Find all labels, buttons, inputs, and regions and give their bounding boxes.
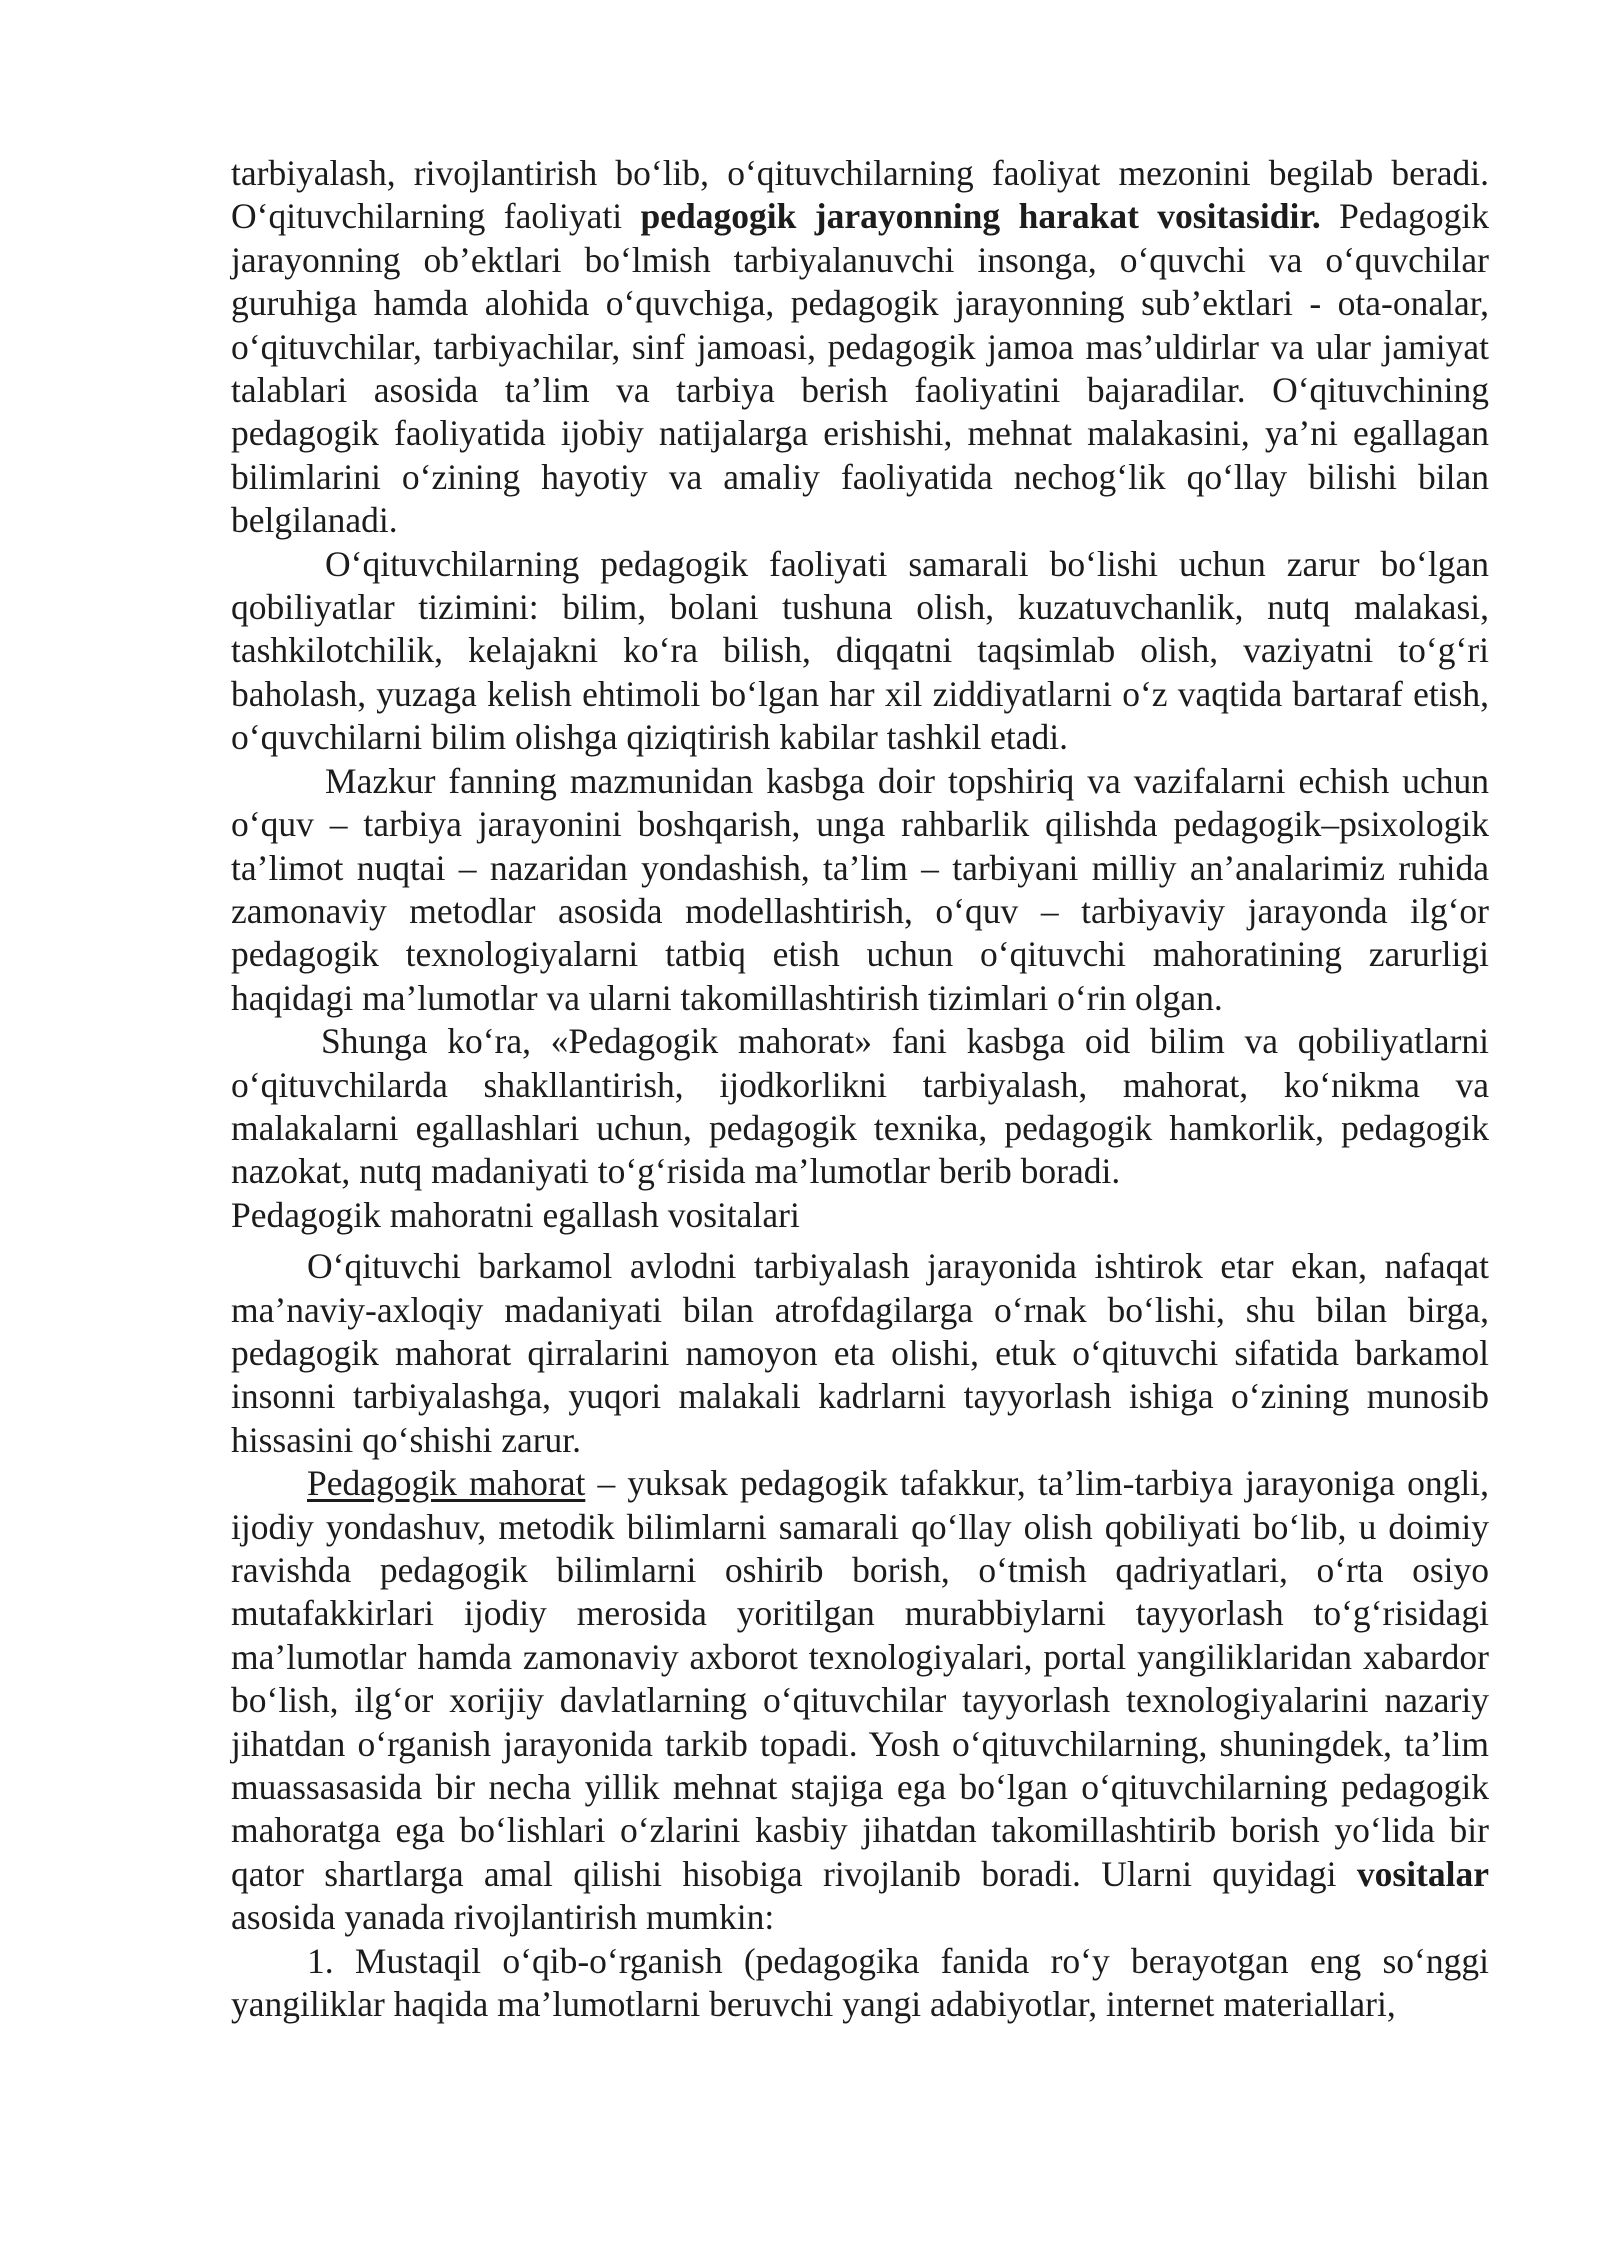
paragraph-1-text-a: tarbiyalash, rivojlantirish bo‘lib, o‘qituvchilarning faoliyat mezonini begilab beradi. O‘qituvchilarning faoliyati	[231, 153, 1489, 237]
paragraph-6-bold-word: vositalar	[1356, 1853, 1489, 1894]
section-heading: Pedagogik mahoratni egallash vositalari	[231, 1194, 800, 1235]
paragraph-6-text-a: – yuksak pedagogik tafakkur, ta’lim-tarbiya jarayoniga ongli, ijodiy yondashuv, metodik bilimlarni samarali qo‘llay olish qobiliyati bo‘lib, u doimiy ravishda pedagogik bilimlarni oshirib borish, o‘tmish qadriyatlari, o‘rta osiyo mutafakkirlari ijodiy merosida yoritilgan murabbiylarni tayyorlash to‘g‘risidagi ma’lumotlar hamda zamonaviy axborot texnologiyalari, portal yangiliklaridan xabardor bo‘lish, ilg‘or xorijiy davlatlarning o‘qituvchilar tayyorlash texnologiyalarini nazariy jihatdan o‘rganish jarayonida tarkib topadi. Yosh o‘qituvchilarning, shuningdek, ta’lim muassasasida bir necha yillik mehnat stajiga ega bo‘lgan o‘qituvchilarning pedagogik mahoratga ega bo‘lishlari o‘zlarini kasbiy jihatdan takomillashtirib borish yo‘lida bir qator shartlarga amal qilishi hisobiga rivojlanib boradi. Ularni quyidagi	[231, 1463, 1489, 1894]
paragraph-6	[231, 1462, 1489, 1939]
list-item-1: 1. Mustaqil o‘qib-o‘rganish (pedagogika fanida ro‘y berayotgan eng so‘nggi yangiliklar haqida ma’lumotlarni beruvchi yangi adabiyotlar, internet materiallari,	[231, 1940, 1489, 2025]
paragraph-1-text-c: Pedagogik jarayonning ob’ektlari bo‘lmish tarbiyalanuvchi insonga, o‘quvchi va o‘quvchilar guruhiga hamda alohida o‘quvchiga, pedagogik jarayonning sub’ektlari - ota-onalar, o‘qituvchilar, tarbiyachilar, sinf jamoasi, pedagogik jamoa mas’uldirlar va ular jamiyat talablari asosida ta’lim va tarbiya berish faoliyatini bajaradilar. O‘qituvchining pedagogik faoliyatida ijobiy natijalarga erishishi, mehnat malakasini, ya’ni egallagan bilimlarini o‘zining hayotiy va amaliy faoliyatida nechog‘lik qo‘llay bilishi bilan belgilanadi.	[231, 196, 1489, 541]
paragraph-3: Mazkur fanning mazmunidan kasbga doir topshiriq va vazifalarni echish uchun o‘quv – tarbiya jarayonini boshqarish, unga rahbarlik qilishda pedagogik–psixologik ta’limot nuqtai – nazaridan yondashish, ta’lim – tarbiyani milliy an’analarimiz ruhida zamonaviy metodlar asosida modellashtirish, o‘quv – tarbiyaviy jarayonda ilg‘or pedagogik texnologiyalarni tatbiq etish uchun o‘qituvchi mahoratining zarurligi haqidagi ma’lumotlar va ularni takomillashtirish tizimlari o‘rin olgan.	[231, 760, 1489, 1018]
document-page	[231, 152, 1489, 2026]
paragraph-1	[231, 152, 1489, 543]
paragraph-4: Shunga ko‘ra, «Pedagogik mahorat» fani kasbga oid bilim va qobiliyatlarni o‘qituvchilarda shakllantirish, ijodkorlikni tarbiyalash, mahorat, ko‘nikma va malakalarni egallashlari uchun, pedagogik texnika, pedagogik hamkorlik, pedagogik nazokat, nutq madaniyati to‘g‘risida ma’lumotlar berib boradi.	[231, 1021, 1489, 1192]
paragraph-2: O‘qituvchilarning pedagogik faoliyati samarali bo‘lishi uchun zarur bo‘lgan qobiliyatlar tizimini: bilim, bolani tushuna olish, kuzatuvchanlik, nutq malakasi, tashkilotchilik, kelajakni ko‘ra bilish, diqqatni taqsimlab olish, vaziyatni to‘g‘ri baholash, yuzaga kelish ehtimoli bo‘lgan har xil ziddiyatlarni o‘z vaqtida bartaraf etish, o‘quvchilarni bilim olishga qiziqtirish kabilar tashkil etadi.	[231, 543, 1489, 758]
paragraph-6-text-c: asosida yanada rivojlantirish mumkin:	[231, 1897, 775, 1938]
paragraph-5: O‘qituvchi barkamol avlodni tarbiyalash jarayonida ishtirok etar ekan, nafaqat ma’naviy-axloqiy madaniyati bilan atrofdagilarga o‘rnak bo‘lishi, shu bilan birga, pedagogik mahorat qirralarini namoyon eta olishi, etuk o‘qituvchi sifatida barkamol insonni tarbiyalashga, yuqori malakali kadrlarni tayyorlash ishiga o‘zining munosib hissasini qo‘shishi zarur.	[231, 1246, 1489, 1460]
paragraph-1-bold-phrase: pedagogik jarayonning harakat vositasidir.	[640, 196, 1321, 237]
underlined-term: Pedagogik mahorat	[307, 1463, 586, 1504]
